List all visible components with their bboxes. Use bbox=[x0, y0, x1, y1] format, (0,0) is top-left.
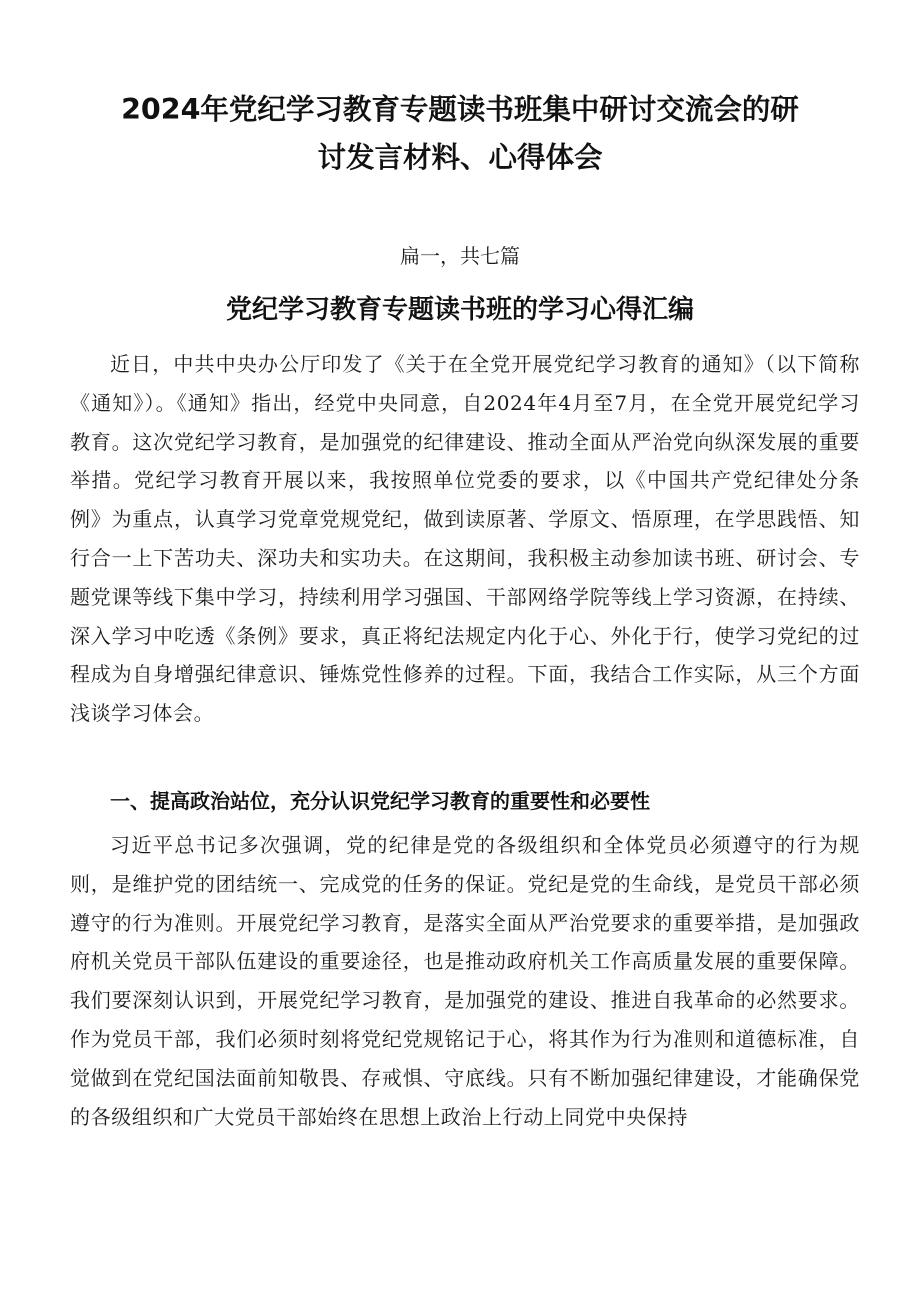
section-title: 党纪学习教育专题读书班的学习心得汇编 bbox=[225, 295, 694, 325]
part-label: 扁一，共七篇 bbox=[400, 244, 520, 268]
body-paragraph-1: 近日，中共中央办公厅印发了《关于在全党开展党纪学习教育的通知》（以下简称《通知》）。《通知》指出，经党中央同意，自2024年4月至7月，在全党开展党纪学习教育。这次党纪学习教育，是加强党的纪律建设、推动全面从严治党向纵深发展的重要举措。党纪学习教育开展以来，我按照单位党委的要求，以《中国共产党纪律处分条例》为重点，认真学习党章党规党纪，做到读原著、学原文、悟原理，在学思践悟、知行合一上下苦功夫、深功夫和实功夫。在这期间，我积极主动参加读书班、研讨会、专题党课等线下集中学习，持续利用学习强国、干部网络学院等线上学习资源，在持续、深入学习中吃透《条例》要求，真正将纪法规定内化于心、外化于行，使学习党纪的过程成为自身增强纪律意识、锤炼党性修养的过程。下面，我结合工作实际，从三个方面浅谈学习体会。 bbox=[70, 352, 860, 726]
body-paragraph-2: 习近平总书记多次强调，党的纪律是党的各级组织和全体党员必须遵守的行为规则，是维护党的团结统一、完成党的任务的保证。党纪是党的生命线，是党员干部必须遵守的行为准则。开展党纪学习教育，是落实全面从严治党要求的重要举措，是加强政府机关党员干部队伍建设的重要途径，也是推动政府机关工作高质量发展的重要保障。我们要深刻认识到，开展党纪学习教育，是加强党的建设、推进自我革命的必然要求。作为党员干部，我们必须时刻将党纪党规铭记于心，将其作为行为准则和道德标准，自觉做到在党纪国法面前知敬畏、存戒惧、守底线。只有不断加强纪律建设，才能确保党的各级组织和广大党员干部始终在思想上政治上行动上同党中央保持 bbox=[70, 833, 860, 1129]
document-title-line-2: 讨发言材料、心得体会 bbox=[317, 141, 603, 174]
document-title bbox=[60, 86, 860, 182]
document-title-line-1: 2024年党纪学习教育专题读书班集中研讨交流会的研 bbox=[121, 93, 799, 126]
section-heading-1: 一、提高政治站位，充分认识党纪学习教育的重要性和必要性 bbox=[110, 789, 650, 813]
